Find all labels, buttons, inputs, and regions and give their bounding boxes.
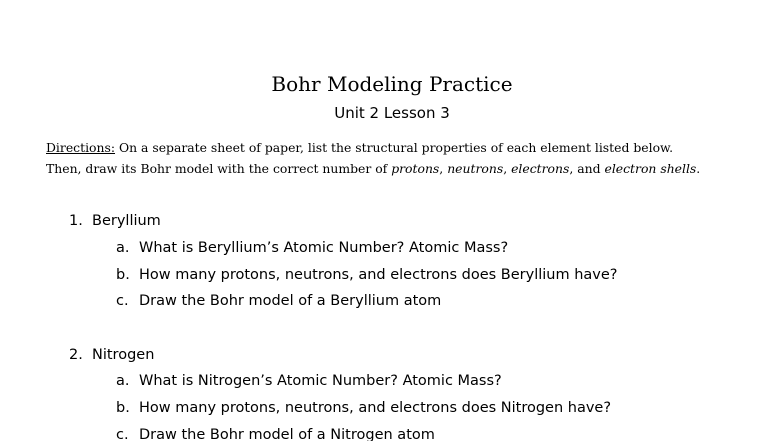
directions-text-2: Then, draw its Bohr model with the correct number of <box>46 161 392 176</box>
item-number: 2. <box>69 347 83 363</box>
term-electron-shells: electron shells <box>604 161 697 176</box>
item-name: Beryllium <box>92 213 161 229</box>
directions-end: . <box>696 161 701 176</box>
question-letter: a. <box>116 240 130 256</box>
page-title: Bohr Modeling Practice <box>271 72 513 96</box>
question-text: How many protons, neutrons, and electrons does Nitrogen have? <box>139 400 612 416</box>
term-protons: protons <box>391 161 440 176</box>
list-item-beryllium <box>69 211 161 231</box>
question-item <box>116 238 508 258</box>
term-neutrons: neutrons <box>447 161 504 176</box>
question-item <box>116 425 435 441</box>
question-text: What is Nitrogen’s Atomic Number? Atomic Mass? <box>139 373 502 389</box>
list-item-nitrogen <box>69 345 154 365</box>
question-letter: b. <box>116 267 130 283</box>
question-item <box>116 291 441 311</box>
page-subtitle: Unit 2 Lesson 3 <box>334 104 450 122</box>
directions-paragraph <box>46 137 776 179</box>
item-name: Nitrogen <box>92 347 155 363</box>
directions-label: Directions: <box>46 140 116 155</box>
item-number: 1. <box>69 213 83 229</box>
term-electrons: electrons <box>511 161 570 176</box>
directions-sep-2: , <box>503 161 512 176</box>
question-text: How many protons, neutrons, and electrons does Beryllium have? <box>139 267 618 283</box>
question-item <box>116 371 502 391</box>
question-item <box>116 398 611 418</box>
directions-sep-1: , <box>439 161 448 176</box>
question-letter: b. <box>116 400 130 416</box>
question-letter: a. <box>116 373 130 389</box>
question-item <box>116 265 617 285</box>
question-text: What is Beryllium’s Atomic Number? Atomic Mass? <box>139 240 509 256</box>
question-text: Draw the Bohr model of a Nitrogen atom <box>139 427 435 441</box>
question-letter: c. <box>116 293 129 309</box>
question-letter: c. <box>116 427 129 441</box>
directions-text-1: On a separate sheet of paper, list the structural properties of each element listed below. <box>115 140 674 155</box>
question-text: Draw the Bohr model of a Beryllium atom <box>139 293 442 309</box>
directions-sep-3: , and <box>569 161 605 176</box>
